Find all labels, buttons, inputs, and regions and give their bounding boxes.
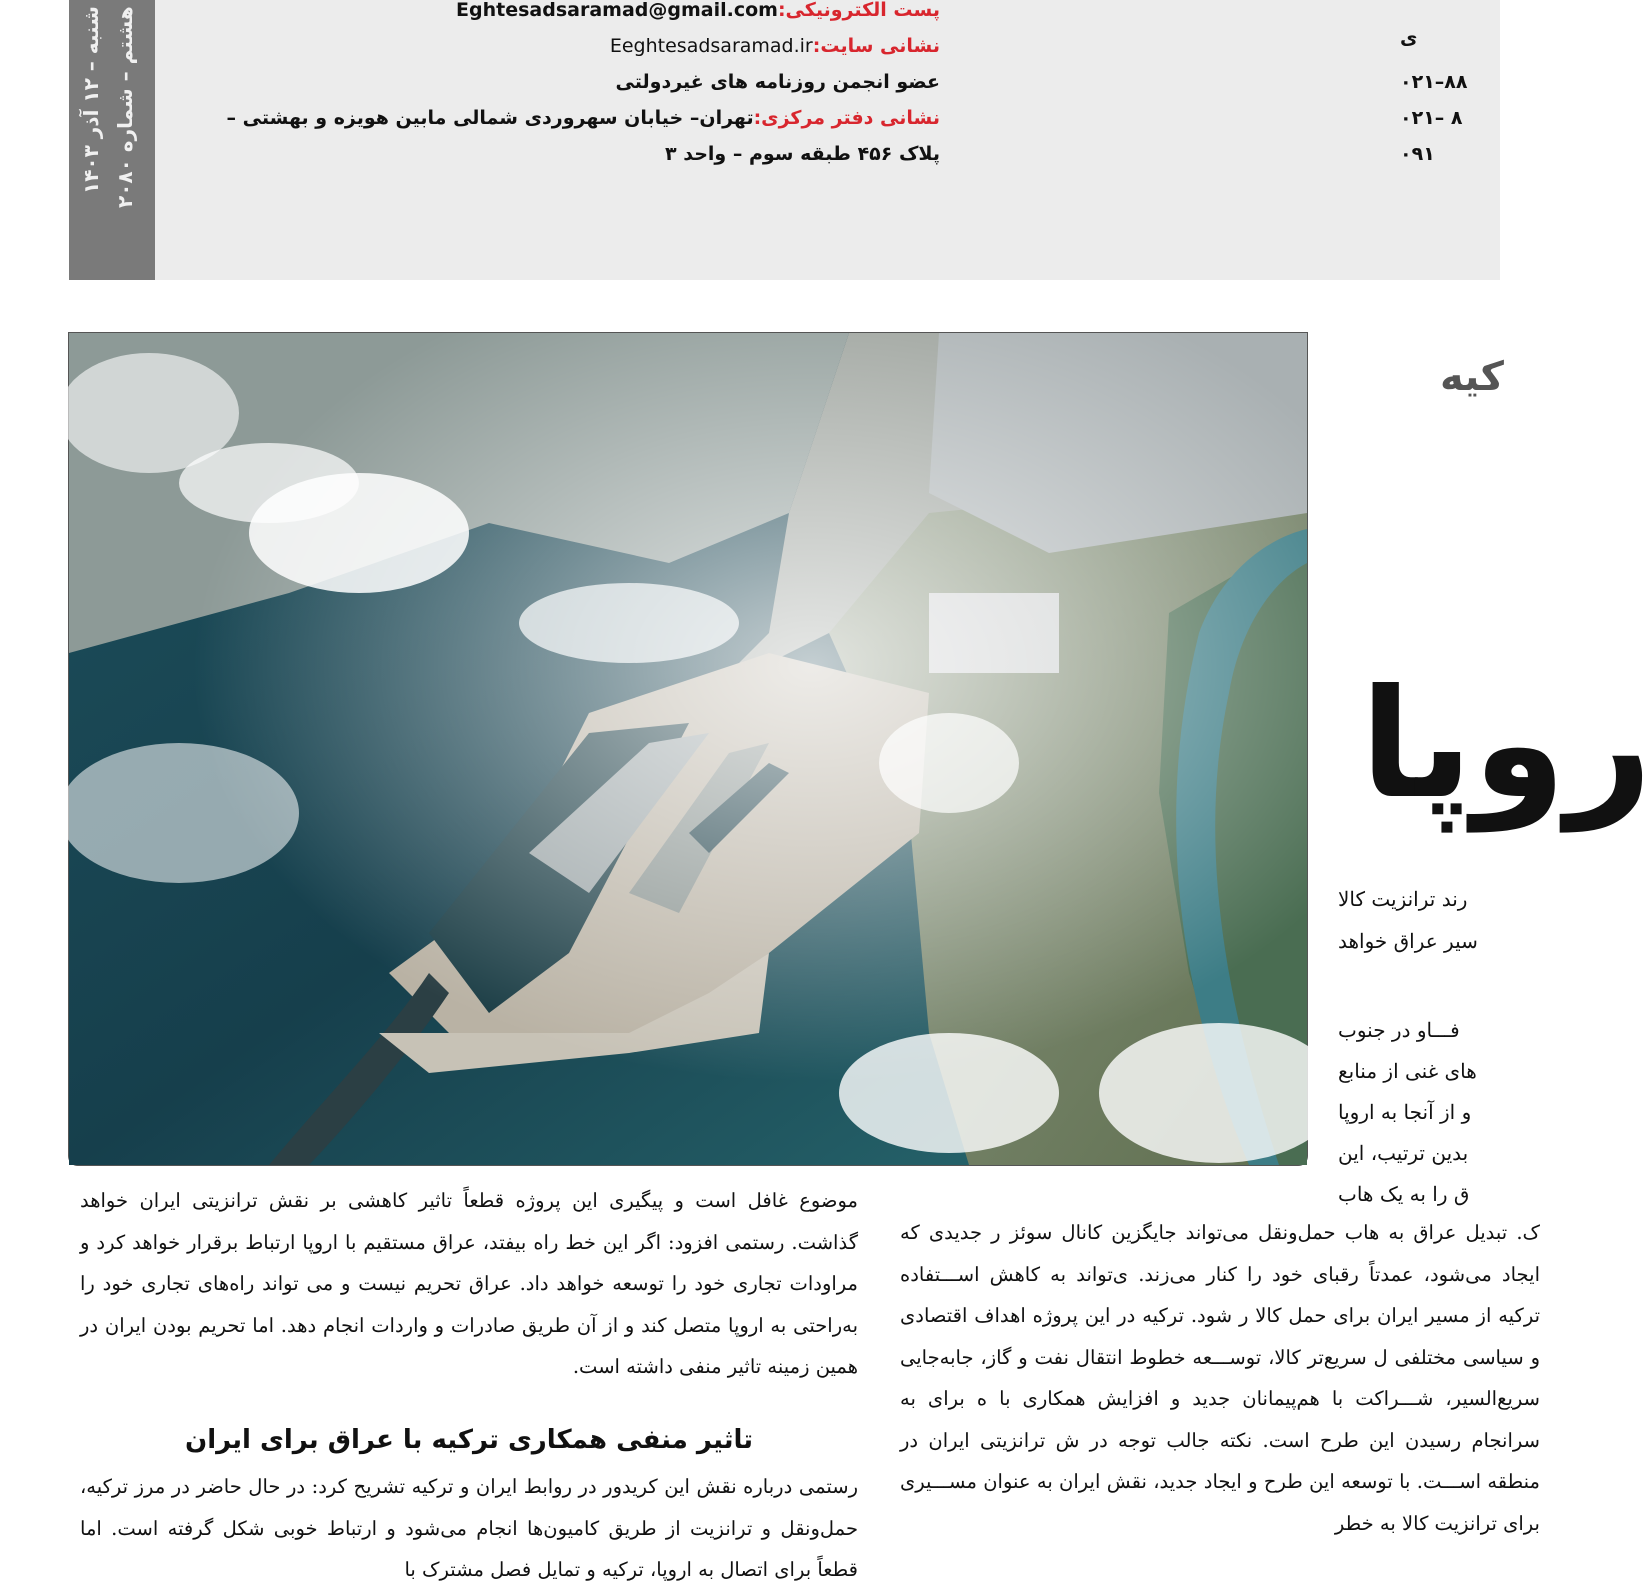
phone-3: ۰۹۱ <box>1400 143 1435 165</box>
body-line: های غنی از منابع <box>1338 1059 1477 1083</box>
publisher-info <box>220 0 940 172</box>
email-value[interactable]: Eghtesadsaramad@gmail.com <box>456 0 778 21</box>
body-paragraph: رستمی درباره نقش این کریدور در روابط ایران و ترکیه تشریح کرد: در حال حاضر در مرز ترکیه، حمل‌ونقل و ترانزیت از طریق کامیون‌ها انجام می‌شود و ارتباط خوبی شکل گرفته است. اما قطعاً برای اتصال به اروپا، ترکیه و تمایل فصل مشترک با <box>80 1475 858 1581</box>
issue-date-line: شنبه – ۱۲ آذر ۱۴۰۳ <box>79 6 103 194</box>
lead-line: سیر عراق خواهد <box>1338 929 1478 953</box>
address-line-2: پلاک ۴۵۶ طبقه سوم – واحد ۳ <box>665 143 940 165</box>
phone-1: ۰۲۱–۸۸ <box>1400 71 1468 93</box>
phone-2: ۰۲۱– ۸ <box>1400 107 1463 129</box>
body-paragraph: ک. تبدیل عراق به هاب حمل‌ونقل می‌تواند جایگزین کانال سوئز ر جدیدی که ایجاد می‌شود، عمدتاً رقبای خود را کنار می‌زند. ی‌تواند به کاهش اســـتفاده ترکیه از مسیر ایران برای حمل کالا ر شود. ترکیه در این پروژه اهداف اقتصادی و سیاسی مختلفی ل سریع‌تر کالا، توســـعه خطوط انتقال نفت و گاز، جابه‌جایی سریع‌السیر، شـــراکت با هم‌پیمانان جدید و افزایش همکاری با ه برای به سرانجام رسیدن این طرح است. نکته جالب توجه در ش ترانزیتی ایران در منطقه اســـت. با توسعه این طرح و ایجاد جدید، نقش ایران به عنوان مســـیری برای ترانزیت کالا به خطر <box>900 1221 1540 1535</box>
headline: روپا <box>1360 658 1652 832</box>
lead-line: رند ترانزیت کالا <box>1338 887 1468 911</box>
site-value[interactable]: Eeghtesadsaramad.ir <box>609 35 813 57</box>
email-row <box>220 0 940 28</box>
body-paragraph: موضوع غافل است و پیگیری این پروژه قطعاً تاثیر کاهشی بر نقش ترانزیتی ایران خواهد گذاشت. رستمی افزود: اگر این خط راه بیفتد، عراق مستقیم با اروپا ارتباط برقرار خواهد کرد و مراودات تجاری خود را توسعه خواهد داد. عراق تحریم نیست و می تواند راه‌های تجاری خود را به‌راحتی به اروپا متصل کند و از آن طریق صادرات و واردات انجام دهد. اما تحریم بودن ایران در همین زمینه تاثیر منفی داشته است. <box>80 1189 858 1378</box>
address-row <box>220 100 940 136</box>
section-subheading: تاثیر منفی همکاری ترکیه با عراق برای ایران <box>185 1425 753 1455</box>
aerial-port-photo <box>68 332 1308 1166</box>
body-line: فـــاو در جنوب <box>1338 1018 1460 1042</box>
body-line: ق را به یک هاب <box>1338 1182 1470 1206</box>
masthead <box>0 0 1500 280</box>
lead-paragraph <box>1338 878 1638 962</box>
right-column-fragment <box>1310 330 1652 1210</box>
body-line: و از آنجا به اروپا <box>1338 1100 1472 1124</box>
left-column-body-continued <box>80 1466 858 1581</box>
body-line: بدین ترتیب، این <box>1338 1141 1469 1165</box>
phone-numbers <box>1400 20 1500 172</box>
right-body-fragment <box>1338 1010 1638 1215</box>
issue-date <box>74 6 150 274</box>
port-illustration <box>69 333 1307 1165</box>
headline-kicker: کیه <box>1440 354 1504 400</box>
left-column-body <box>80 1180 858 1388</box>
right-column-body <box>900 1212 1540 1571</box>
site-row <box>220 28 940 64</box>
email-label: پست الکترونیکی: <box>777 0 940 21</box>
site-label: نشانی سایت: <box>812 35 940 57</box>
address-label: نشانی دفتر مرکزی: <box>753 107 940 129</box>
issue-number-line: هشتم – شماره ۲۰۸۰ <box>113 6 137 208</box>
masthead-right-fragment: ی <box>1400 27 1418 49</box>
address-value: تهران– خیابان سهروردی شمالی مابین هویزه و بهشتی – <box>226 107 754 129</box>
membership-note: عضو انجمن روزنامه های غیردولتی <box>615 71 940 93</box>
